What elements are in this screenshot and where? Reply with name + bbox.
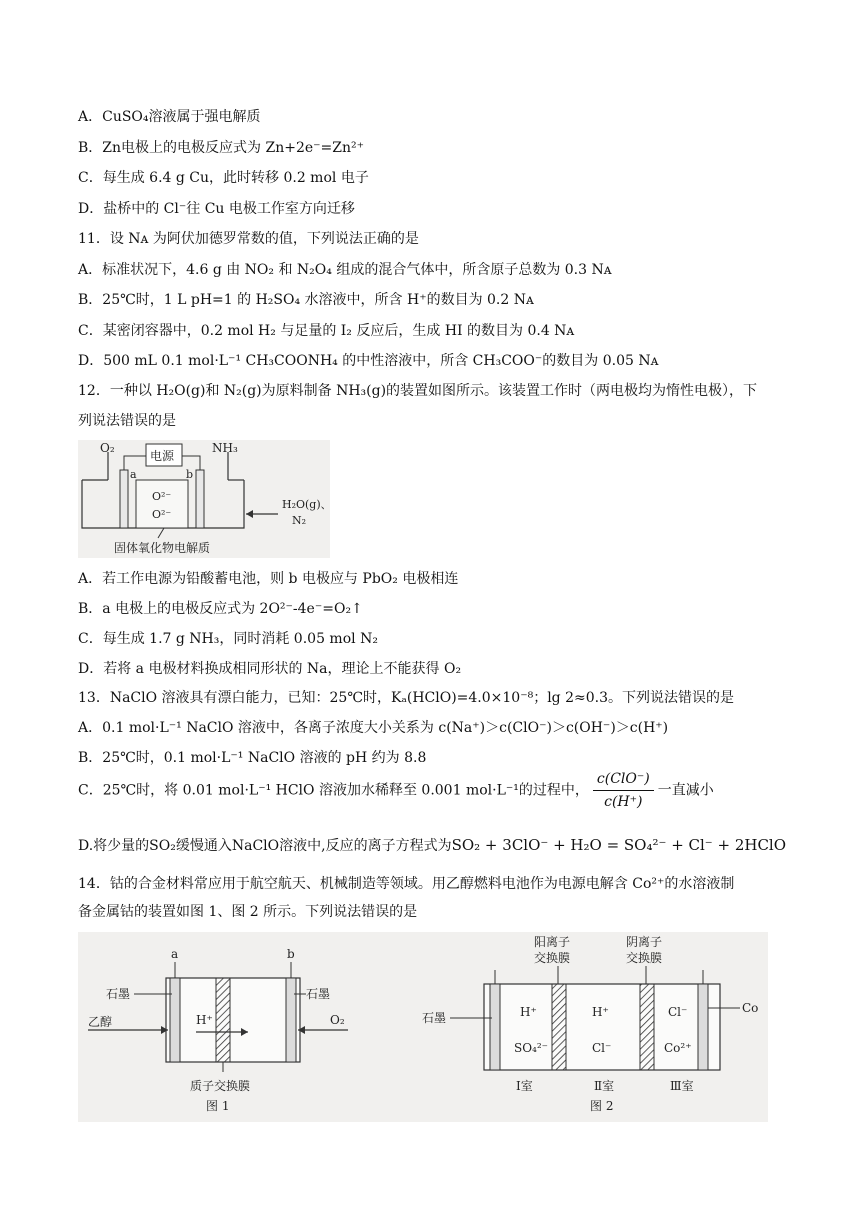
q13-stem: 13．NaClO 溶液具有漂白能力，已知：25℃时，Kₐ(HClO)=4.0×10⁻⁸；lg 2≈0.3。下列说法错误的是 <box>78 690 734 706</box>
nh3-label: NH₃ <box>212 441 238 455</box>
cation-membrane-label-2: 交换膜 <box>534 951 571 965</box>
power-label: 电源 <box>150 449 175 463</box>
electrolysis-cell-body <box>484 984 720 1070</box>
q12-option-d: D．若将 a 电极材料换成相同形状的 Na，理论上不能获得 O₂ <box>78 661 462 677</box>
room2-ion-1: H⁺ <box>592 1005 609 1019</box>
q13-option-b: B．25℃时，0.1 mol·L⁻¹ NaClO 溶液的 pH 约为 8.8 <box>78 750 427 766</box>
electrode-a-label: a <box>130 468 137 481</box>
q13-option-d-text: D.将少量的SO₂缓慢通入NaClO溶液中,反应的离子方程式为 <box>78 838 452 854</box>
q14-figures <box>78 932 768 1122</box>
q10-option-c: C．每生成 6.4 g Cu，此时转移 0.2 mol 电子 <box>78 170 369 186</box>
q12-stem-line2: 列说法错误的是 <box>78 413 176 429</box>
electrolyte-label: 固体氧化物电解质 <box>114 541 211 555</box>
electrolysis-cell-diagram <box>78 440 330 558</box>
q13-option-d <box>78 835 786 856</box>
o2-label: O₂ <box>330 1013 345 1027</box>
q10-option-b: B．Zn电极上的电极反应式为 Zn+2e⁻=Zn²⁺ <box>78 140 365 156</box>
figure-1-caption: 图 1 <box>206 1099 230 1113</box>
electrode-b-label: b <box>287 947 295 961</box>
h-plus-label: H⁺ <box>196 1013 213 1027</box>
feed-label-line1: H₂O(g)、 <box>282 498 330 511</box>
o2-label: O₂ <box>100 441 115 455</box>
ionic-equation: SO₂ + 3ClO⁻ + H₂O = SO₄²⁻ + Cl⁻ + 2HClO <box>451 836 787 854</box>
room3-ion-2: Co²⁺ <box>664 1041 692 1055</box>
graphite-right-label: 石墨 <box>306 987 331 1001</box>
q12-option-c: C．每生成 1.7 g NH₃，同时消耗 0.05 mol N₂ <box>78 631 378 647</box>
q10-option-a: A．CuSO₄溶液属于强电解质 <box>78 109 261 125</box>
room1-ion-2: SO₄²⁻ <box>514 1041 549 1055</box>
q11-option-a: A．标准状况下，4.6 g 由 NO₂ 和 N₂O₄ 组成的混合气体中，所含原子总数为 0.3 Nᴀ <box>78 262 612 278</box>
figure-2-caption: 图 2 <box>590 1099 614 1113</box>
q13-option-a: A．0.1 mol·L⁻¹ NaClO 溶液中，各离子浓度大小关系为 c(Na⁺)＞c(ClO⁻)＞c(OH⁻)＞c(H⁺) <box>78 720 669 736</box>
cation-membrane-label-1: 阳离子 <box>534 935 571 949</box>
q11-option-c: C．某密闭容器中，0.2 mol H₂ 与足量的 I₂ 反应后，生成 HI 的数目为 0.4 Nᴀ <box>78 323 575 339</box>
ion-label-1: O²⁻ <box>152 490 172 503</box>
room2-ion-2: Cl⁻ <box>592 1041 612 1055</box>
anion-membrane-label-1: 阴离子 <box>626 935 663 949</box>
q12-figure <box>78 440 330 558</box>
fuel-cell-body <box>166 978 300 1062</box>
room2-label: Ⅱ室 <box>594 1079 615 1093</box>
q13-option-c-text: C．25℃时，将 0.01 mol·L⁻¹ HClO 溶液加水稀释至 0.001 mol·L⁻¹的过程中， <box>78 782 589 799</box>
q12-stem-line1: 12．一种以 H₂O(g)和 N₂(g)为原料制备 NH₃(g)的装置如图所示。该装置工作时（两电极均为惰性电极），下 <box>78 383 758 399</box>
graphite-left-label: 石墨 <box>106 987 131 1001</box>
membrane-label: 质子交换膜 <box>190 1079 251 1093</box>
q12-option-b: B．a 电极上的电极反应式为 2O²⁻-4e⁻=O₂↑ <box>78 601 363 617</box>
cobalt-label: Co <box>742 1001 759 1015</box>
fraction-numerator: c(ClO⁻) <box>593 768 654 791</box>
room1-label: Ⅰ室 <box>516 1079 533 1093</box>
room3-label: Ⅲ室 <box>670 1079 694 1093</box>
concentration-ratio-fraction <box>593 768 654 813</box>
q11-option-d: D．500 mL 0.1 mol·L⁻¹ CH₃COONH₄ 的中性溶液中，所含 CH₃COO⁻的数目为 0.05 Nᴀ <box>78 353 659 369</box>
q13-option-c-tail: 一直减小 <box>657 782 714 799</box>
q12-option-a: A．若工作电源为铅酸蓄电池，则 b 电极应与 PbO₂ 电极相连 <box>78 571 459 587</box>
q11-stem: 11．设 Nᴀ 为阿伏加德罗常数的值，下列说法正确的是 <box>78 231 419 247</box>
anion-exchange-membrane <box>640 984 654 1070</box>
q13-option-c <box>78 768 714 813</box>
q10-option-d: D．盐桥中的 Cl⁻往 Cu 电极工作室方向迁移 <box>78 201 355 217</box>
q11-option-b: B．25℃时，1 L pH=1 的 H₂SO₄ 水溶液中，所含 H⁺的数目为 0.2 Nᴀ <box>78 292 534 308</box>
ion-label-2: O²⁻ <box>152 508 172 521</box>
fuel-cell-and-electrolysis-diagram <box>78 932 768 1122</box>
ethanol-label: 乙醇 <box>88 1015 113 1029</box>
fraction-denominator: c(H⁺) <box>604 794 643 810</box>
feed-label-line2: N₂ <box>292 514 307 527</box>
q14-stem-line2: 备金属钴的装置如图 1、图 2 所示。下列说法错误的是 <box>78 904 418 920</box>
anion-membrane-label-2: 交换膜 <box>626 951 663 965</box>
q14-stem-line1: 14．钴的合金材料常应用于航空航天、机械制造等领域。用乙醇燃料电池作为电源电解含 Co²⁺的水溶液制 <box>78 876 735 892</box>
room3-ion-1: Cl⁻ <box>668 1005 688 1019</box>
electrode-a-label: a <box>171 947 179 961</box>
electrode-b-label: b <box>186 468 194 481</box>
cation-exchange-membrane <box>552 984 566 1070</box>
graphite-label: 石墨 <box>422 1011 447 1025</box>
proton-exchange-membrane <box>216 978 230 1062</box>
room1-ion-1: H⁺ <box>520 1005 537 1019</box>
